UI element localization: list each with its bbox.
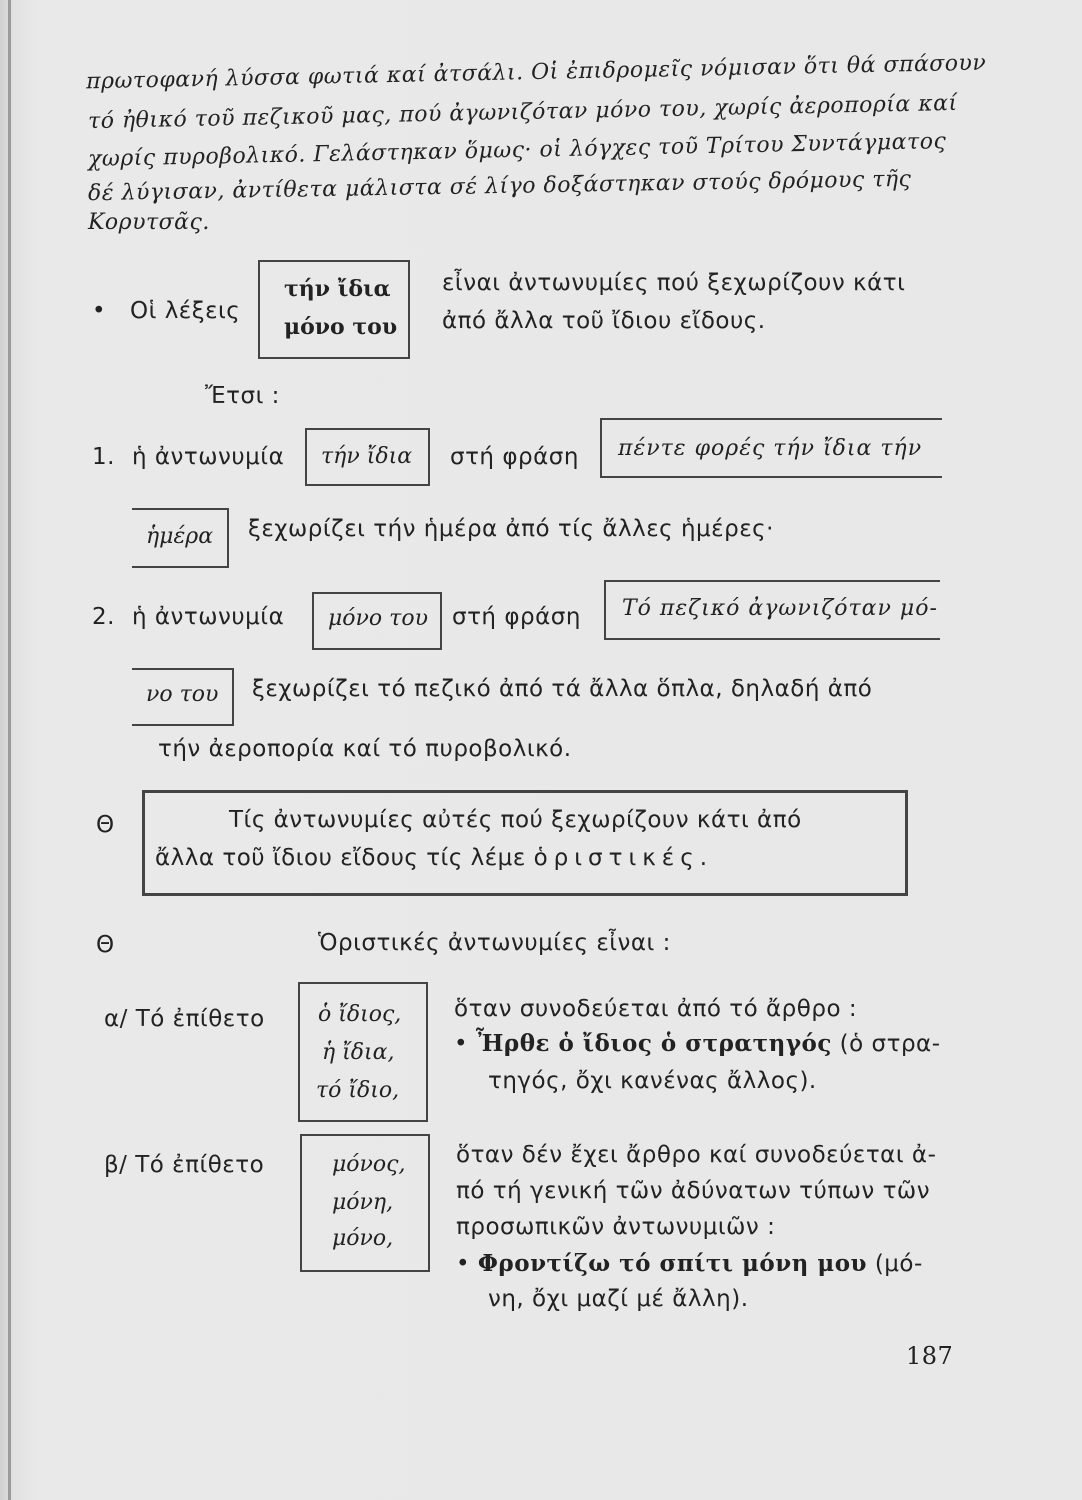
section-text: νη, ὄχι μαζί μέ ἄλλη). [488,1286,749,1312]
phrase-text: ἡμέρα [146,524,214,549]
example-label: ἡ ἀντωνυμία [132,444,285,470]
pronoun-box [312,592,442,650]
rule-text-lead: ἄλλα τοῦ ἴδιου εἴδους τίς λέμε [155,845,526,871]
form-word: ἡ ἴδια, [322,1040,395,1065]
pronoun-box [305,428,430,486]
rule-box [142,790,908,896]
example-explanation: ξεχωρίζει τό πεζικό ἀπό τά ἄλλα ὅπλα, δηλαδή ἀπό [252,676,873,702]
form-word: μόνη, [332,1190,394,1215]
section-label: α/ Τό ἐπίθετο [104,1006,265,1032]
example-explanation: τήν ἀεροπορία καί τό πυροβολικό. [158,736,572,762]
section-heading: Ὁριστικές ἀντωνυμίες εἶναι : [318,930,671,956]
pronoun-word: μόνο του [284,314,398,340]
form-word: μόνο, [332,1226,394,1251]
forms-box [298,982,428,1122]
phrase-box [604,580,940,640]
example-rest: (ὁ στρα- [839,1031,941,1057]
intro-text: εἶναι ἀντωνυμίες πού ξεχωρίζουν κάτι [442,270,906,296]
section-text: ὅταν συνοδεύεται ἀπό τό ἄρθρο : [454,996,858,1022]
form-word: μόνος, [332,1152,406,1177]
phrase-label: στή φράση [452,604,581,630]
rule-text [155,845,713,871]
pronoun-word: τήν ἴδια [321,444,413,469]
section-example [456,1250,923,1277]
example-number: 2. [92,604,115,630]
paragraph-line: Κορυτσᾶς. [88,210,210,235]
phrase-text: Τό πεζικό ἀγωνιζόταν μό- [622,596,938,621]
form-word: ὁ ἴδιος, [318,1002,402,1027]
form-word: τό ἴδιο, [316,1078,400,1103]
paragraph-line: τό ἠθικό τοῦ πεζικοῦ μας, πού ἀγωνιζόταν μόνο του, χωρίς ἀεροπορία καί [87,90,958,135]
intro-lead: Οἱ λέξεις [130,298,241,324]
paragraph-line: χωρίς πυροβολικό. Γελάστηκαν ὅμως· οἱ λόγχες τοῦ Τρίτου Συντάγματος [87,129,947,172]
example-bold: Ἦρθε ὁ ἴδιος ὁ στρατηγός [475,1030,832,1057]
section-label: β/ Τό ἐπίθετο [104,1152,265,1178]
rule-text: Τίς ἀντωνυμίες αὐτές πού ξεχωρίζουν κάτι ἀπό [229,807,802,833]
bullet: • [454,1031,469,1057]
section-text: τηγός, ὄχι κανένας ἄλλος). [488,1068,817,1094]
example-number: 1. [92,444,115,470]
paragraph-line: δέ λύγισαν, ἀντίθετα μάλιστα σέ λίγο δοξάστηκαν στούς δρόμους τῆς [87,166,912,207]
page-spine-edge [8,0,11,1500]
phrase-label: στή φράση [450,444,579,470]
pronoun-box [258,260,410,359]
paragraph-line: πρωτοφανή λύσσα φωτιά καί ἀτσάλι. Οἱ ἐπιδρομεῖς νόμισαν ὅτι θά σπάσουν [85,50,987,95]
phrase-box-continued [132,508,229,568]
bullet: • [456,1251,471,1277]
section-text: προσωπικῶν ἀντωνυμιῶν : [456,1214,776,1240]
phrase-text: νο του [146,682,219,707]
phrase-box-continued [132,668,234,726]
example-rest: (μό- [874,1251,923,1277]
forms-box [300,1134,430,1272]
intro-etsi: Ἔτσι : [205,383,280,409]
section-example [454,1030,941,1057]
example-explanation: ξεχωρίζει τήν ἡμέρα ἀπό τίς ἄλλες ἡμέρες· [248,516,774,542]
example-label: ἡ ἀντωνυμία [132,604,285,630]
phrase-text: πέντε φορές τήν ἴδια τήν [618,436,923,461]
section-text: πό τή γενική τῶν ἀδύνατων τύπων τῶν [456,1178,931,1204]
intro-text: ἀπό ἄλλα τοῦ ἴδιου εἴδους. [442,308,766,334]
section-text: ὅταν δέν ἔχει ἄρθρο καί συνοδεύεται ἀ- [456,1142,937,1168]
pronoun-word: μόνο του [328,606,428,631]
theta-symbol: Θ [96,812,115,838]
page-number: 187 [906,1342,954,1370]
bullet: • [92,298,107,324]
rule-term: ὁριστικές. [533,845,714,871]
example-bold: Φροντίζω τό σπίτι μόνη μου [477,1250,868,1277]
phrase-box [600,418,942,478]
theta-symbol: Θ [96,932,115,958]
pronoun-word: τήν ἴδια [284,276,391,302]
